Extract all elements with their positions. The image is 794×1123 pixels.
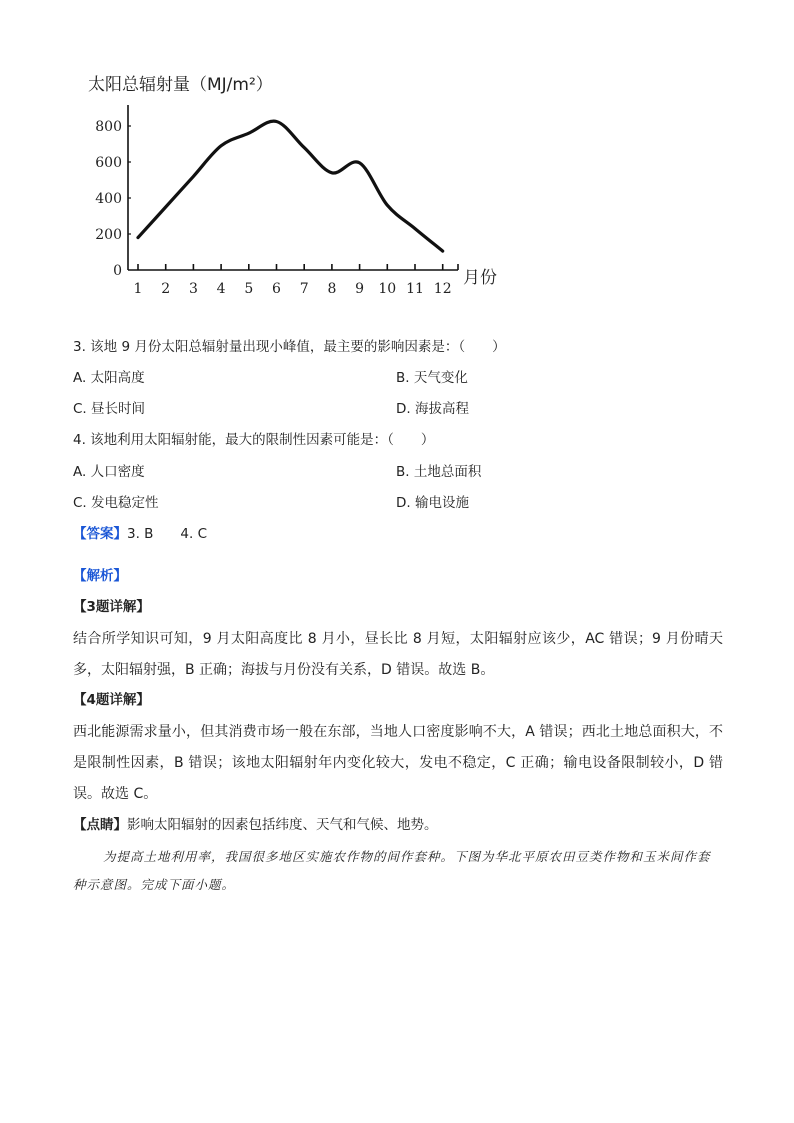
x-tick-label: 10: [378, 281, 397, 297]
detail-4-text: 西北能源需求量小，但其消费市场一般在东部，当地人口密度影响不大，A 错误；西北土地总面积大，不是限制性因素，B 错误；该地太阳辐射年内变化较大，发电不稳定，C 正确；输电设备限制较小，D 错误。故选 C。: [73, 724, 723, 802]
y-axis-ticks: [95, 119, 131, 279]
y-tick-label: 200: [95, 227, 122, 243]
series-line-radiation: [138, 121, 443, 251]
answer-line: [73, 528, 207, 542]
question-4-option-d: D. 输电设施: [396, 495, 469, 511]
note-text: 影响太阳辐射的因素包括纬度、天气和气候、地势。: [127, 817, 438, 833]
question-4-option-c: C. 发电稳定性: [73, 495, 159, 511]
x-tick-label: 5: [244, 281, 254, 297]
y-tick-label: 0: [113, 263, 122, 279]
analysis-heading: [73, 570, 127, 584]
question-4-stem: 4. 该地利用太阳辐射能，最大的限制性因素可能是：（ ）: [73, 432, 435, 448]
x-tick-label: 4: [216, 281, 226, 297]
x-tick-label: 2: [161, 281, 171, 297]
question-3-option-c: C. 昼长时间: [73, 401, 146, 417]
note-tag: 【点睛】: [73, 817, 127, 833]
analysis-tag: 【解析】: [73, 568, 127, 584]
question-4-option-a: A. 人口密度: [73, 464, 145, 480]
answer-tag: 【答案】: [73, 526, 127, 542]
chart-title: 太阳总辐射量（MJ/m²）: [88, 75, 273, 95]
y-tick-label: 400: [95, 191, 122, 207]
x-tick-label: 9: [355, 281, 365, 297]
detail-3-heading: 【3题详解】: [73, 599, 150, 615]
x-tick-label: 1: [133, 281, 143, 297]
question-4-option-b: B. 土地总面积: [396, 464, 482, 480]
x-tick-label: 12: [433, 281, 452, 297]
detail-3-text: 结合所学知识可知，9 月太阳高度比 8 月小，昼长比 8 月短，太阳辐射应该少，AC 错误；9 月份晴天多，太阳辐射强，B 正确；海拔与月份没有关系，D 错误。故选 B。: [73, 631, 723, 678]
x-tick-label: 3: [188, 281, 198, 297]
note-line: [73, 819, 438, 833]
x-tick-label: 8: [327, 281, 337, 297]
solar-radiation-line-chart: [80, 60, 520, 310]
x-tick-label: 6: [272, 281, 281, 297]
x-tick-label: 7: [299, 281, 309, 297]
next-section-intro: 为提高土地利用率，我国很多地区实施农作物的间作套种。下图为华北平原农田豆类作物和玉米间作套种示意图。完成下面小题。: [73, 849, 711, 892]
x-axis-ticks: [134, 264, 458, 297]
y-tick-label: 600: [95, 155, 122, 171]
question-3-stem: 3. 该地 9 月份太阳总辐射量出现小峰值，最主要的影响因素是：（ ）: [73, 339, 506, 355]
y-tick-label: 800: [95, 119, 122, 135]
question-3-option-d: D. 海拔高程: [396, 401, 469, 417]
x-tick-label: 11: [406, 281, 424, 297]
chart-axes: [128, 105, 458, 270]
question-3-option-a: A. 太阳高度: [73, 370, 145, 386]
answer-text: 3. B 4. C: [127, 526, 208, 542]
x-axis-label: 月份: [463, 268, 497, 288]
detail-4-heading: 【4题详解】: [73, 692, 150, 708]
question-3-option-b: B. 天气变化: [396, 370, 468, 386]
